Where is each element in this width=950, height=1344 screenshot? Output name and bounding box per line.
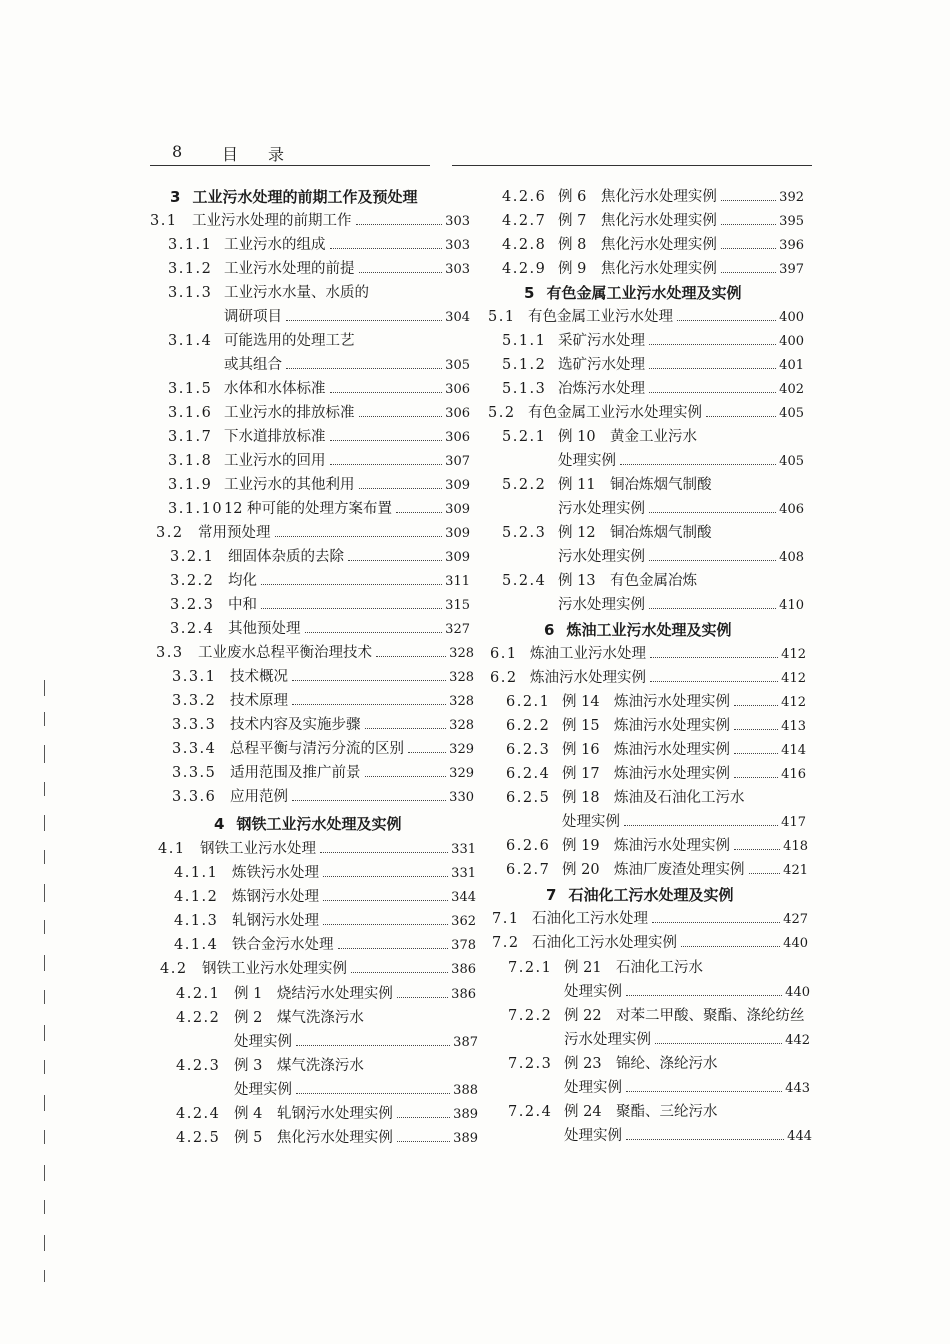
toc-entry[interactable]: 4.1.3 轧钢污水处理 362 — [174, 913, 476, 929]
binding-mark — [44, 745, 45, 763]
toc-entry[interactable]: 4.2.7 例 7 焦化污水处理实例 395 — [502, 213, 804, 229]
binding-mark — [44, 1200, 45, 1214]
toc-entry[interactable]: 5.1.1 采矿污水处理 400 — [502, 333, 804, 349]
toc-entry-continuation[interactable]: 污水处理实例 406 — [558, 501, 804, 517]
toc-entry[interactable]: 6.2.1 例 14 炼油污水处理实例 412 — [506, 694, 806, 710]
toc-entry[interactable]: 4.2.9 例 9 焦化污水处理实例 397 — [502, 261, 804, 277]
binding-mark — [44, 1235, 45, 1251]
toc-entry[interactable]: 3.3 工业废水总程平衡治理技术 328 — [156, 645, 474, 661]
toc-entry[interactable]: 4.2.3 例 3 煤气洗涤污水 — [176, 1058, 364, 1074]
toc-entry[interactable]: 6.2.2 例 15 炼油污水处理实例 413 — [506, 718, 806, 734]
toc-entry[interactable]: 3.1.3 工业污水水量、水质的 — [168, 285, 369, 301]
toc-entry[interactable]: 3.2.3 中和 315 — [170, 597, 470, 613]
binding-mark — [44, 990, 45, 1004]
toc-entry[interactable]: 7.1 石油化工污水处理 427 — [492, 911, 808, 927]
toc-entry[interactable]: 4.2 钢铁工业污水处理实例 386 — [160, 961, 476, 977]
toc-entry-continuation[interactable]: 处理实例 440 — [564, 984, 810, 1000]
toc-entry[interactable]: 5.2.4 例 13 有色金属冶炼 — [502, 573, 698, 589]
toc-entry[interactable]: 4.2.8 例 8 焦化污水处理实例 396 — [502, 237, 804, 253]
binding-mark — [44, 1270, 45, 1282]
binding-mark — [44, 815, 45, 831]
binding-mark — [44, 1095, 45, 1111]
binding-mark — [44, 1130, 45, 1144]
header-rule-right — [452, 165, 812, 166]
toc-entry-continuation[interactable]: 处理实例 405 — [558, 453, 804, 469]
toc-entry[interactable]: 3.1.10 12 种可能的处理方案布置 309 — [168, 501, 470, 517]
toc-entry[interactable]: 3.2.1 细固体杂质的去除 309 — [170, 549, 470, 565]
toc-entry[interactable]: 5.1.2 选矿污水处理 401 — [502, 357, 804, 373]
toc-entry[interactable]: 3.2.2 均化 311 — [170, 573, 470, 589]
toc-entry[interactable]: 3.1 工业污水处理的前期工作 303 — [150, 213, 470, 229]
toc-entry[interactable]: 3.1.8 工业污水的回用 307 — [168, 453, 470, 469]
toc-entry-continuation[interactable]: 处理实例 443 — [564, 1080, 810, 1096]
chapter-heading[interactable]: 3 工业污水处理的前期工作及预处理 — [170, 188, 418, 206]
toc-entry[interactable]: 5.1.3 冶炼污水处理 402 — [502, 381, 804, 397]
toc-entry[interactable]: 3.1.2 工业污水处理的前提 303 — [168, 261, 470, 277]
binding-mark — [44, 850, 45, 864]
binding-mark — [44, 1165, 45, 1181]
toc-entry-continuation[interactable]: 处理实例 388 — [234, 1082, 478, 1098]
toc-entry[interactable]: 3.3.2 技术原理 328 — [172, 693, 474, 709]
header-title-1: 目 — [222, 145, 239, 164]
toc-entry[interactable]: 3.2.4 其他预处理 327 — [170, 621, 470, 637]
toc-entry-continuation[interactable]: 污水处理实例 410 — [558, 597, 804, 613]
toc-entry-continuation[interactable]: 处理实例 417 — [562, 814, 806, 830]
chapter-heading[interactable]: 7 石油化工污水处理及实例 — [546, 886, 734, 904]
toc-entry[interactable]: 6.2.4 例 17 炼油污水处理实例 416 — [506, 766, 806, 782]
toc-entry[interactable]: 3.1.4 可能选用的处理工艺 — [168, 333, 355, 349]
toc-entry-continuation[interactable]: 污水处理实例 408 — [558, 549, 804, 565]
toc-entry[interactable]: 4.1 钢铁工业污水处理 331 — [158, 841, 476, 857]
toc-entry[interactable]: 6.2.6 例 19 炼油污水处理实例 418 — [506, 838, 808, 854]
toc-entry[interactable]: 3.2 常用预处理 309 — [156, 525, 470, 541]
toc-entry[interactable]: 4.2.5 例 5 焦化污水处理实例 389 — [176, 1130, 478, 1146]
toc-entry[interactable]: 3.1.9 工业污水的其他利用 309 — [168, 477, 470, 493]
toc-entry[interactable]: 4.1.2 炼钢污水处理 344 — [174, 889, 476, 905]
toc-entry-continuation[interactable]: 处理实例 444 — [564, 1128, 812, 1144]
toc-entry[interactable]: 5.2.1 例 10 黄金工业污水 — [502, 429, 698, 445]
binding-mark — [44, 1060, 45, 1074]
toc-entry[interactable]: 3.3.3 技术内容及实施步骤 328 — [172, 717, 474, 733]
toc-entry[interactable]: 4.1.4 铁合金污水处理 378 — [174, 937, 476, 953]
toc-entry[interactable]: 6.2.7 例 20 炼油厂废渣处理实例 421 — [506, 862, 808, 878]
toc-entry[interactable]: 7.2.3 例 23 锦纶、涤纶污水 — [508, 1056, 718, 1072]
binding-mark — [44, 680, 45, 696]
toc-entry[interactable]: 5.2.3 例 12 铜冶炼烟气制酸 — [502, 525, 712, 541]
toc-entry[interactable]: 3.3.1 技术概况 328 — [172, 669, 474, 685]
toc-entry[interactable]: 3.3.5 适用范围及推广前景 329 — [172, 765, 474, 781]
toc-entry[interactable]: 6.1 炼油工业污水处理 412 — [490, 646, 806, 662]
toc-entry[interactable]: 4.2.6 例 6 焦化污水处理实例 392 — [502, 189, 804, 205]
toc-entry-continuation[interactable]: 调研项目 304 — [224, 309, 470, 325]
toc-entry[interactable]: 5.2 有色金属工业污水处理实例 405 — [488, 405, 804, 421]
binding-mark — [44, 1025, 45, 1041]
toc-entry[interactable]: 7.2 石油化工污水处理实例 440 — [492, 935, 808, 951]
toc-entry[interactable]: 4.2.1 例 1 烧结污水处理实例 386 — [176, 986, 476, 1002]
header-rule-left — [150, 165, 430, 166]
binding-mark — [44, 712, 45, 726]
toc-entry[interactable]: 7.2.2 例 22 对苯二甲酸、聚酯、涤纶纺丝 — [508, 1008, 805, 1024]
binding-mark — [44, 884, 45, 902]
toc-entry[interactable]: 3.1.5 水体和水体标准 306 — [168, 381, 470, 397]
chapter-heading[interactable]: 5 有色金属工业污水处理及实例 — [524, 284, 742, 302]
binding-mark — [44, 955, 45, 971]
chapter-heading[interactable]: 6 炼油工业污水处理及实例 — [544, 621, 732, 639]
toc-entry-continuation[interactable]: 污水处理实例 442 — [564, 1032, 810, 1048]
page-number: 8 — [172, 142, 183, 161]
binding-mark — [44, 782, 45, 796]
header-title-2: 录 — [268, 145, 285, 164]
binding-mark — [44, 920, 45, 934]
toc-entry[interactable]: 7.2.1 例 21 石油化工污水 — [508, 960, 704, 976]
chapter-heading[interactable]: 4 钢铁工业污水处理及实例 — [214, 815, 402, 833]
toc-entry[interactable]: 5.1 有色金属工业污水处理 400 — [488, 309, 804, 325]
toc-entry[interactable]: 3.1.7 下水道排放标准 306 — [168, 429, 470, 445]
toc-entry[interactable]: 4.1.1 炼铁污水处理 331 — [174, 865, 476, 881]
toc-entry-continuation[interactable]: 或其组合 305 — [224, 357, 470, 373]
toc-entry[interactable]: 4.2.4 例 4 轧钢污水处理实例 389 — [176, 1106, 478, 1122]
toc-entry[interactable]: 6.2.5 例 18 炼油及石油化工污水 — [506, 790, 745, 806]
toc-entry[interactable]: 4.2.2 例 2 煤气洗涤污水 — [176, 1010, 364, 1026]
toc-entry[interactable]: 3.1.6 工业污水的排放标准 306 — [168, 405, 470, 421]
toc-entry[interactable]: 5.2.2 例 11 铜冶炼烟气制酸 — [502, 477, 712, 493]
toc-entry-continuation[interactable]: 处理实例 387 — [234, 1034, 478, 1050]
toc-entry[interactable]: 3.3.6 应用范例 330 — [172, 789, 474, 805]
toc-entry[interactable]: 6.2 炼油污水处理实例 412 — [490, 670, 806, 686]
toc-entry[interactable]: 6.2.3 例 16 炼油污水处理实例 414 — [506, 742, 806, 758]
toc-entry[interactable]: 3.3.4 总程平衡与清污分流的区别 329 — [172, 741, 474, 757]
toc-entry[interactable]: 3.1.1 工业污水的组成 303 — [168, 237, 470, 253]
toc-entry[interactable]: 7.2.4 例 24 聚酯、三纶污水 — [508, 1104, 718, 1120]
